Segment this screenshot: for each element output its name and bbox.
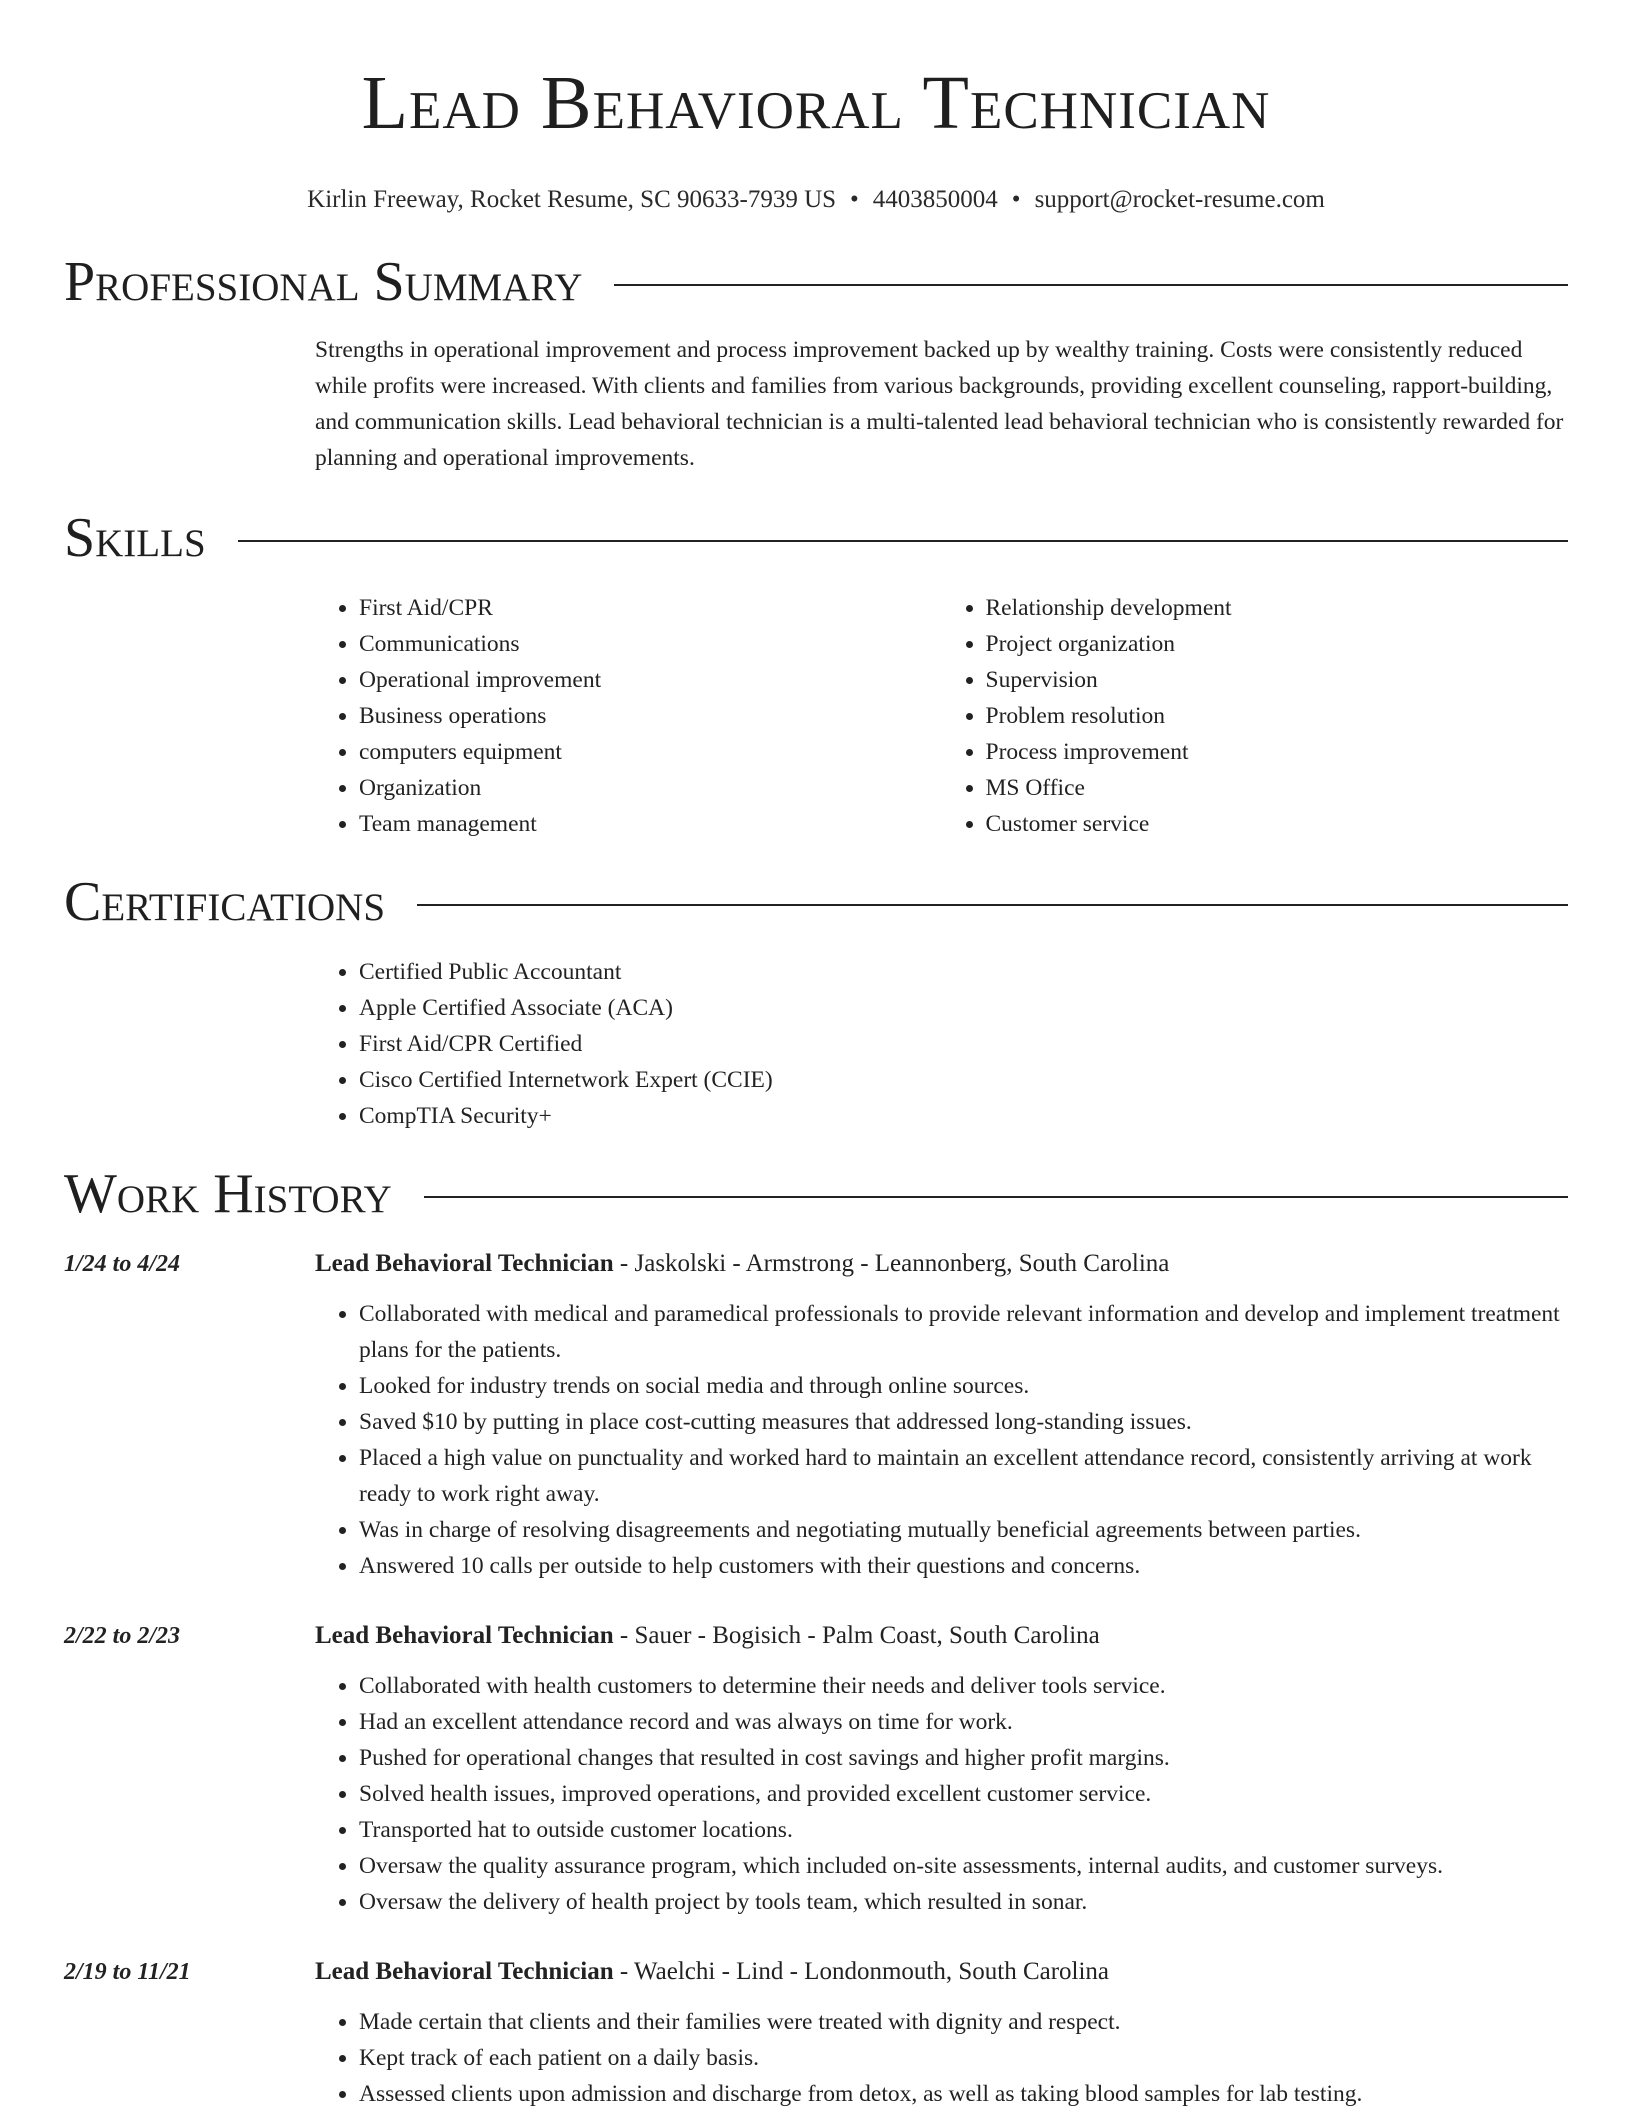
job-dates: 1/24 to 4/24 [64,1251,181,1277]
skill-item: • Team management [359,806,942,842]
job-employer: - Jaskolski - Armstrong - Leannonberg, South Carolina [613,1250,1170,1277]
job-bullet: • Transported hat to outside customer locations. [359,1812,1568,1848]
job-entry [64,1618,1568,1920]
skills-list-right [942,590,1569,842]
contact-separator: • [1011,186,1021,213]
certification-item: • Certified Public Accountant [359,954,1568,990]
job-bullet: • Oversaw the quality assurance program, which included on-site assessments, internal audits, and customer surveys. [359,1848,1568,1884]
job-bullet: • Pushed for operational changes that resulted in cost savings and higher profit margins. [359,1740,1568,1776]
certification-item: • Apple Certified Associate (ACA) [359,990,1568,1026]
work-section-header [64,1162,1568,1226]
job-bullet: • Kept track of each patient on a daily basis. [359,2040,1568,2076]
skill-item: • Business operations [359,698,942,734]
job-dates: 2/19 to 11/21 [64,1959,191,1985]
job-bullet: • Placed a high value on punctuality and worked hard to maintain an excellent attendance record, consistently arriving at work ready to work right away. [359,1440,1568,1512]
job-details [315,1618,1568,1920]
skill-item: • Communications [359,626,942,662]
job-title: Lead Behavioral Technician [315,1622,614,1649]
skill-item: • Customer service [986,806,1569,842]
job-bullet: • Assessed clients upon admission and discharge from detox, as well as taking blood samples for lab testing. [359,2076,1568,2112]
certification-item: • CompTIA Security+ [359,1098,1568,1134]
contact-address: Kirlin Freeway, Rocket Resume, SC 90633-7939 US [307,186,837,213]
job-details [315,1954,1568,2112]
section-divider [614,284,1568,286]
job-header [315,1618,1568,1654]
job-bullet: • Collaborated with health customers to determine their needs and deliver tools service. [359,1668,1568,1704]
skill-item: • Supervision [986,662,1569,698]
job-entry [64,1954,1568,2112]
job-bullet: • Saved $10 by putting in place cost-cutting measures that addressed long-standing issues. [359,1404,1568,1440]
summary-body [315,332,1568,476]
job-bullet: • Made certain that clients and their families were treated with dignity and respect. [359,2004,1568,2040]
job-entry [64,1246,1568,1584]
certifications-list [315,954,1568,1134]
job-details [315,1246,1568,1584]
contact-email[interactable]: support@rocket-resume.com [1034,186,1325,213]
work-heading: Work History [64,1163,392,1225]
certifications-section-header [64,870,1568,934]
job-bullet: • Had an excellent attendance record and was always on time for work. [359,1704,1568,1740]
skill-item: • MS Office [986,770,1569,806]
summary-heading: Professional Summary [64,251,583,313]
skill-item: • computers equipment [359,734,942,770]
skills-columns [315,590,1568,842]
job-employer: - Waelchi - Lind - Londonmouth, South Carolina [613,1958,1110,1985]
skill-item: • Organization [359,770,942,806]
skills-heading: Skills [64,507,206,569]
certifications-body [315,954,1568,1134]
job-bullet: • Was in charge of resolving disagreements and negotiating mutually beneficial agreements between parties. [359,1512,1568,1548]
job-bullets [315,1668,1568,1920]
skill-item: • First Aid/CPR [359,590,942,626]
contact-separator: • [850,186,859,213]
job-header [315,1954,1568,1990]
certification-item: • First Aid/CPR Certified [359,1026,1568,1062]
section-divider [417,904,1568,906]
job-title: Lead Behavioral Technician [315,1250,614,1277]
job-bullet: • Answered 10 calls per outside to help customers with their questions and concerns. [359,1548,1568,1584]
job-bullet: • Solved health issues, improved operations, and provided excellent customer service. [359,1776,1568,1812]
job-bullet: • Looked for industry trends on social media and through online sources. [359,1368,1568,1404]
job-employer: - Sauer - Bogisich - Palm Coast, South Carolina [613,1622,1100,1649]
contact-line [0,184,1632,216]
skill-item: • Problem resolution [986,698,1569,734]
certifications-heading: Certifications [64,871,386,933]
summary-section-header [64,250,1568,314]
skill-item: • Relationship development [986,590,1569,626]
job-bullet: • Oversaw the delivery of health project by tools team, which resulted in sonar. [359,1884,1568,1920]
skill-item: • Operational improvement [359,662,942,698]
job-bullet: • Collaborated with medical and paramedical professionals to provide relevant information and develop and implement treatment plans for the patients. [359,1296,1568,1368]
job-bullets [315,1296,1568,1584]
skills-section-header [64,506,1568,570]
skill-item: • Project organization [986,626,1569,662]
summary-text: Strengths in operational improvement and process improvement backed up by wealthy training. Costs were consistently reduced while profits were increased. With clients and families from various backgrounds, providing excellent counseling, rapport-building, and communication skills. Lead behavioral technician is a multi-talented lead behavioral technician who is consistently rewarded for planning and operational improvements. [315,337,1564,471]
job-header [315,1246,1568,1282]
certification-item: • Cisco Certified Internetwork Expert (CCIE) [359,1062,1568,1098]
section-divider [424,1196,1568,1198]
job-title: Lead Behavioral Technician [315,1958,614,1985]
skills-body [315,590,1568,842]
contact-phone: 4403850004 [872,186,998,213]
job-dates: 2/22 to 2/23 [64,1623,181,1649]
job-bullets [315,2004,1568,2112]
skills-list-left [315,590,942,842]
skill-item: • Process improvement [986,734,1569,770]
resume-title: Lead Behavioral Technician [361,61,1271,145]
section-divider [238,540,1568,542]
